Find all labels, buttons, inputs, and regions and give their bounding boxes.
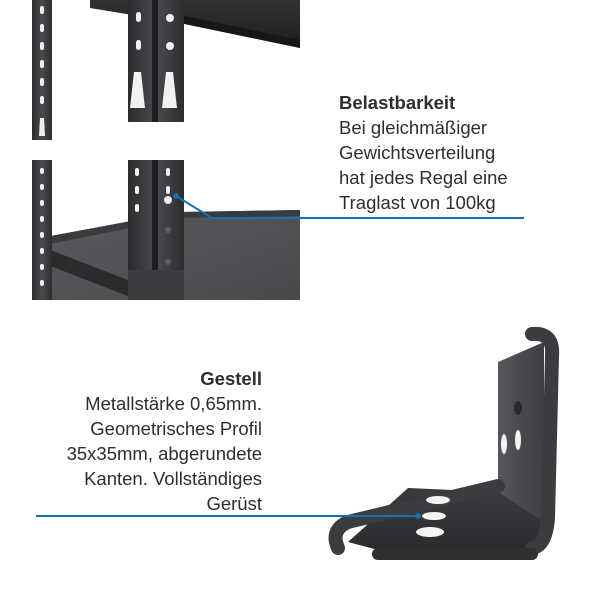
frame-title: Gestell [200,368,262,389]
frame-line-3: 35x35mm, abgerundete [66,443,262,464]
load-line-1: Bei gleichmäßiger [339,117,488,138]
load-line-3: hat jedes Regal eine [339,167,508,188]
profile-illustration [318,322,568,572]
frame-text [67,366,262,516]
load-line-2: Gewichtsverteilung [339,142,496,163]
frame-line-4: Kanten. Vollständiges [84,468,262,489]
frame-line-5: Gerüst [206,493,262,514]
load-capacity-text [339,90,508,215]
frame-line-1: Metallstärke 0,65mm. [85,393,262,414]
load-line-4: Traglast von 100kg [339,192,496,213]
load-capacity-title: Belastbarkeit [339,92,456,113]
shelf-detail-photo [0,0,300,300]
frame-line-2: Geometrisches Profil [90,418,262,439]
left-lower-post [32,160,52,300]
